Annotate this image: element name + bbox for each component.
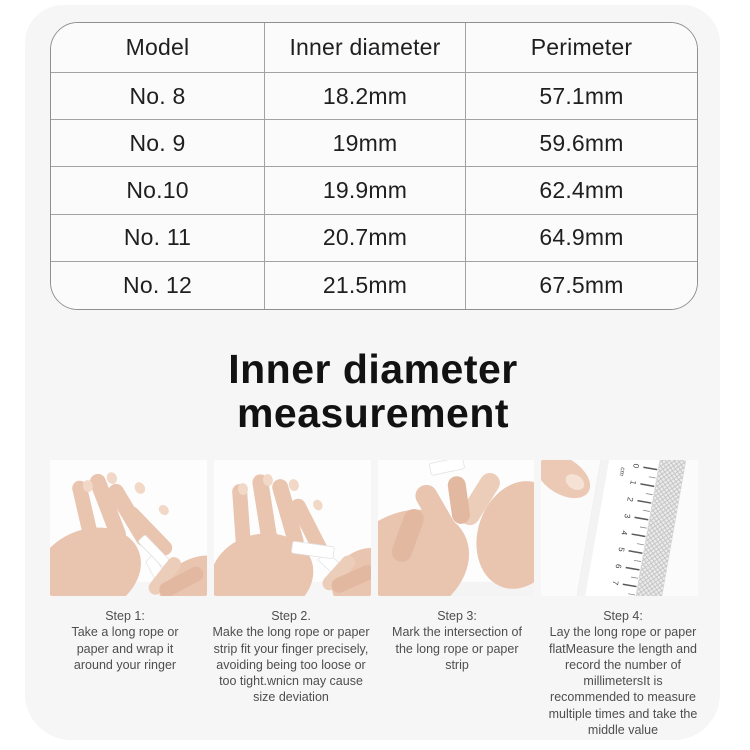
table-cell-perimeter: 59.6mm: [466, 120, 697, 167]
ruler-number: 5: [616, 546, 627, 553]
table-header-inner-diameter: Inner diameter: [265, 23, 466, 73]
step-photos-row: [50, 460, 698, 596]
table-cell-model: No.10: [51, 167, 265, 214]
hand-wrap-rope-illustration: [50, 460, 207, 596]
table-header-model: Model: [51, 23, 265, 73]
step3-photo: [378, 460, 535, 596]
step1-caption: [44, 608, 206, 738]
table-cell-perimeter: 67.5mm: [466, 262, 697, 309]
step3-caption: [376, 608, 538, 738]
table-header-perimeter: Perimeter: [466, 23, 697, 73]
mark-intersection-illustration: [378, 460, 535, 596]
table-cell-model: No. 12: [51, 262, 265, 309]
hand-fit-strip-illustration: [214, 460, 371, 596]
table-cell-model: No. 11: [51, 215, 265, 262]
table-cell-diameter: 19.9mm: [265, 167, 466, 214]
step2-label: Step 2.: [271, 609, 311, 623]
step1-photo: [50, 460, 207, 596]
table-cell-model: No. 9: [51, 120, 265, 167]
step4-photo: [541, 460, 698, 596]
table-cell-perimeter: 64.9mm: [466, 215, 697, 262]
ruler-number: 1: [628, 479, 639, 486]
section-title-wrap: [0, 348, 746, 436]
step1-text: Take a long rope or paper and wrap it around your ringer: [71, 625, 179, 672]
ruler-number: 0: [631, 462, 642, 469]
step-captions-row: [44, 608, 704, 738]
step1-label: Step 1:: [105, 609, 145, 623]
ruler-number: 7: [610, 579, 621, 586]
ruler-measure-illustration: [541, 460, 698, 596]
ring-size-table: [50, 22, 698, 310]
table-cell-diameter: 19mm: [265, 120, 466, 167]
step4-text: Lay the long rope or paper flatMeasure the length and record the number of millimetersIt is recommended to measure multiple times and take the middle value: [548, 625, 698, 737]
step2-photo: [214, 460, 371, 596]
step4-label: Step 4:: [603, 609, 643, 623]
table-cell-perimeter: 62.4mm: [466, 167, 697, 214]
step3-text: Mark the intersection of the long rope or paper strip: [392, 625, 522, 672]
table-cell-diameter: 20.7mm: [265, 215, 466, 262]
table-cell-diameter: 21.5mm: [265, 262, 466, 309]
step2-text: Make the long rope or paper strip fit your finger precisely, avoiding being too loose or too tight.wnicn may cause size deviation: [212, 625, 370, 705]
table-cell-diameter: 18.2mm: [265, 73, 466, 120]
ruler-number: 3: [622, 513, 633, 520]
table-cell-model: No. 8: [51, 73, 265, 120]
step4-caption: [542, 608, 704, 738]
table-cell-perimeter: 57.1mm: [466, 73, 697, 120]
step2-caption: [210, 608, 372, 738]
ruler-number: 2: [625, 496, 636, 503]
ruler-number: 6: [613, 563, 624, 570]
section-title: Inner diameter measurement: [228, 346, 518, 436]
ruler-unit-label: cm: [617, 466, 627, 477]
step3-label: Step 3:: [437, 609, 477, 623]
ruler-number: 4: [619, 529, 630, 536]
